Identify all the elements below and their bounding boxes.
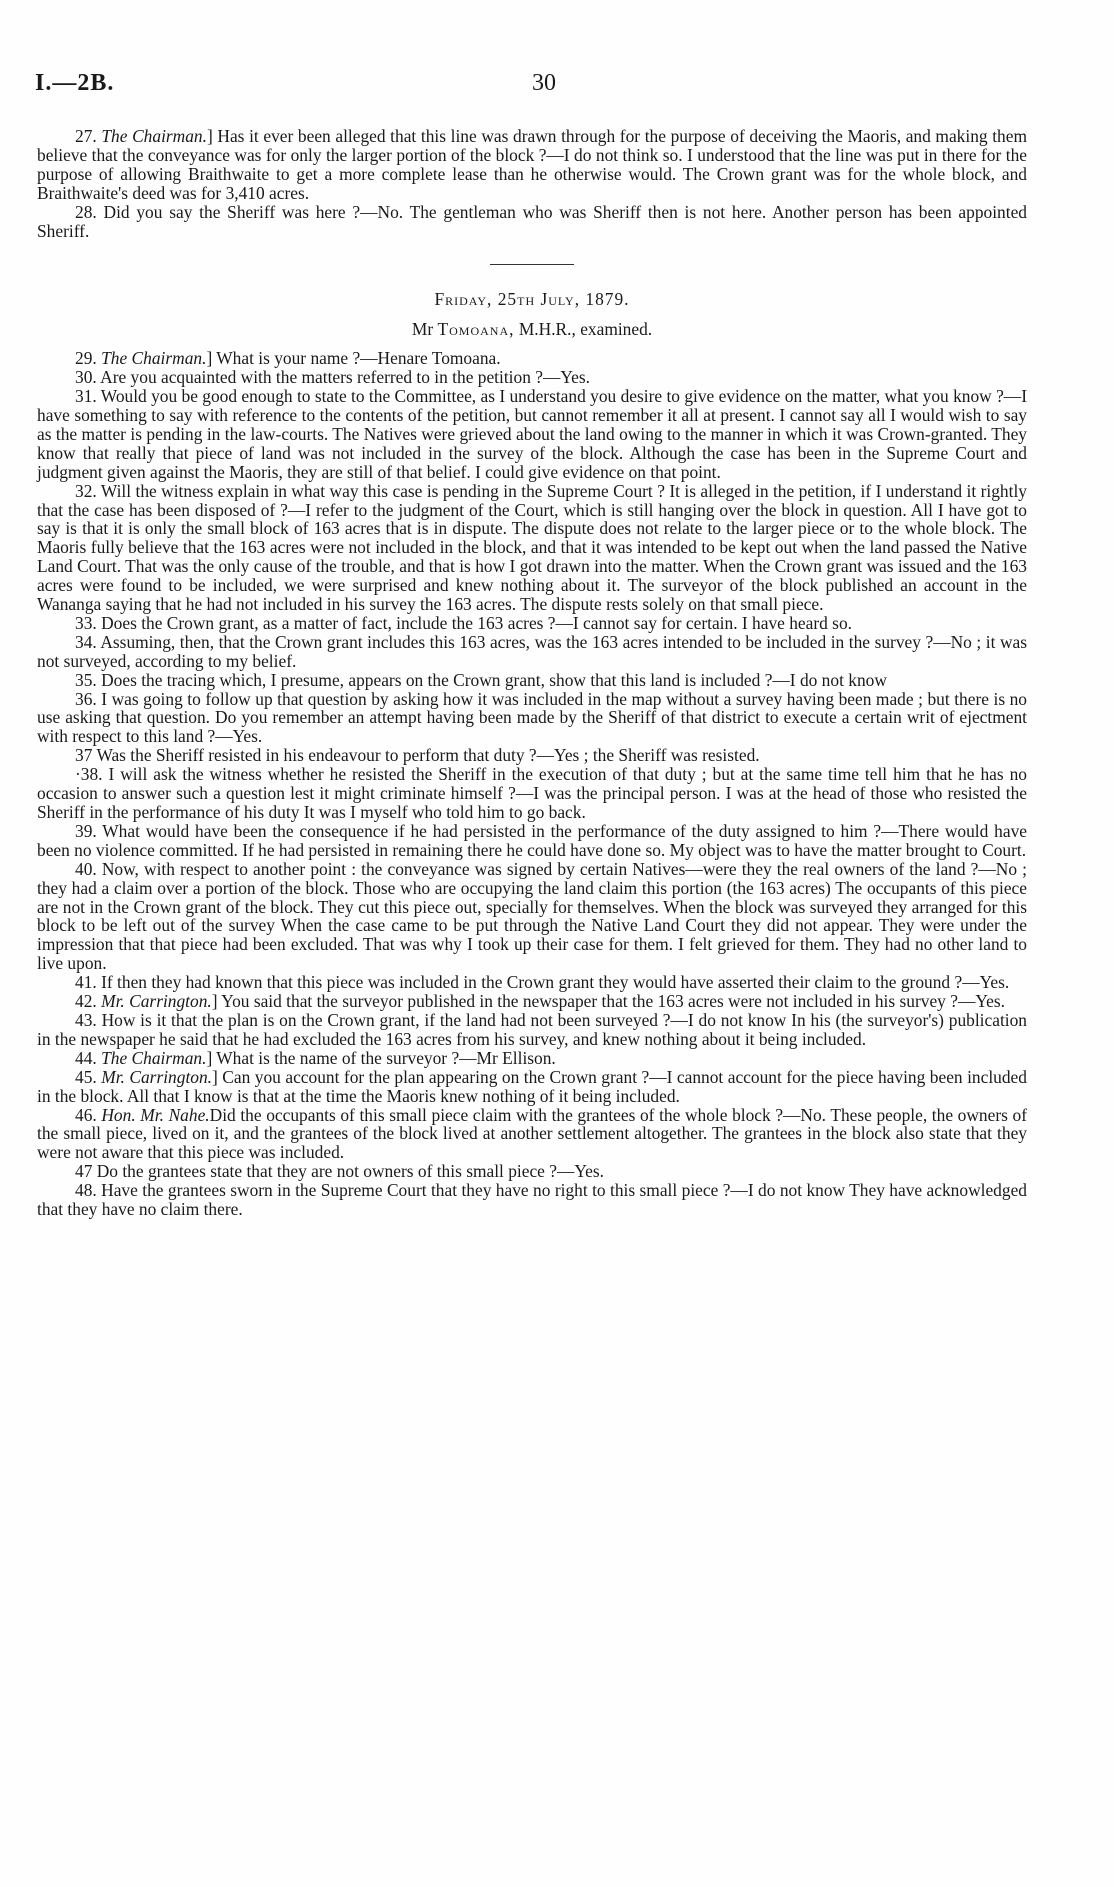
paragraph-group-before	[37, 127, 1027, 240]
question-number: 31.	[75, 386, 97, 407]
paragraph-group-after	[37, 349, 1027, 1219]
question-text: Did you say the Sheriff was here ?—No. The gentleman who was Sheriff then is not here. Another person has been appointed Sheriff.	[37, 201, 1027, 241]
question-number: 43.	[75, 1009, 97, 1030]
question-paragraph	[37, 633, 1027, 671]
question-number: 46.	[75, 1104, 97, 1125]
speaker-name: Hon. Mr. Nahe.	[101, 1104, 210, 1125]
section-divider	[490, 264, 574, 265]
question-text: Assuming, then, that the Crown grant includes this 163 acres, was the 163 acres intended to be included in the survey ?—No ; it was not surveyed, according to my belief.	[37, 631, 1028, 671]
question-number: 30.	[75, 367, 97, 388]
question-paragraph	[37, 765, 1027, 822]
question-paragraph	[37, 690, 1027, 747]
question-paragraph	[37, 368, 1027, 387]
question-number: 29.	[75, 348, 97, 369]
question-text: Was the Sheriff resisted in his endeavour to perform that duty ?—Yes ; the Sheriff was resisted.	[96, 745, 760, 766]
question-paragraph	[37, 992, 1027, 1011]
question-number: 41.	[75, 972, 97, 993]
question-paragraph	[37, 1011, 1027, 1049]
question-paragraph	[37, 1162, 1027, 1181]
question-number: 39.	[75, 820, 97, 841]
question-number: 44.	[75, 1047, 97, 1068]
question-text: Will the witness explain in what way this case is pending in the Supreme Court ? It is alleged in the petition, if I understand it rightly that the case has been disposed of ?—I refer to the judgment of the Court, which is still hanging over the block in question. All I have got to say is that it is only the small block of 163 acres that is in dispute. The dispute does not relate to the larger piece or to the whole block. The Maoris fully believe that the 163 acres were not included in the block, and that it was intended to be kept out when the land passed the Native Land Court. That was the only cause of the trouble, and that is how I got drawn into the matter. When the Crown grant was issued and the 163 acres were found to be included, we were surprised and knew nothing about it. The surveyor of the block published an account in the Wananga saying that he had not included in his survey the 163 acres. The dispute rests solely on that small piece.	[37, 480, 1027, 615]
document-reference: I.—2B.	[35, 70, 115, 96]
question-text: ] You said that the surveyor published in the newspaper that the 163 acres were not included in his survey ?—Yes.	[211, 991, 1005, 1012]
question-paragraph	[37, 1106, 1027, 1163]
question-text: How is it that the plan is on the Crown grant, if the land had not been surveyed ?—I do not know In his (the surveyor's) publication in the newspaper he said that he had excluded the 163 acres from his survey, and knew nothing about it being included.	[37, 1009, 1027, 1049]
question-number: 40.	[75, 858, 97, 879]
question-number: 36.	[75, 688, 97, 709]
question-text: Would you be good enough to state to the Committee, as I understand you desire to give evidence on the matter, what you know ?—I have something to say with reference to the contents of the petition, but cannot remember it all at present. I cannot say all I would wish to say as the matter is pending in the law-courts. The Natives were grieved about the land owing to the manner in which it was Crown-granted. They know that really that piece of land was not included in the survey of the block. Although the case has been in the Supreme Court and judgment given against the Maoris, they are still of that belief. I could give evidence on that point.	[37, 386, 1027, 482]
question-paragraph	[37, 127, 1027, 203]
question-number: 37	[75, 745, 93, 766]
speaker-name: The Chairman.	[101, 126, 207, 146]
speaker-name: The Chairman.	[101, 348, 207, 369]
question-paragraph	[37, 203, 1027, 241]
question-text: If then they had known that this piece was included in the Crown grant they would have asserted their claim to the ground ?—Yes.	[101, 972, 1010, 993]
witness-suffix: M.H.R., examined.	[518, 319, 653, 340]
question-text: Does the Crown grant, as a matter of fact, include the 163 acres ?—I cannot say for certain. I have heard so.	[101, 612, 852, 633]
question-number: 35.	[75, 669, 97, 690]
question-number: 28.	[75, 201, 97, 222]
question-text: Do the grantees state that they are not owners of this small piece ?—Yes.	[96, 1161, 605, 1182]
question-number: 32.	[75, 480, 97, 501]
question-text: What would have been the consequence if he had persisted in the performance of the duty assigned to him ?—There would have been no violence committed. If he had persisted in remaining there he could have done so. My object was to have the matter brought to Court.	[37, 820, 1027, 860]
question-text: Did the occupants of this small piece claim with the grantees of the whole block ?—No. These people, the owners of the small piece, lived on it, and the grantees of the block lived at another settlement altogether. The grantees in the block also state that they were not aware that this piece was included.	[37, 1104, 1027, 1163]
question-paragraph	[37, 482, 1027, 614]
document-body	[37, 127, 1027, 1219]
question-text: Are you acquainted with the matters referred to in the petition ?—Yes.	[100, 367, 590, 388]
question-paragraph	[37, 822, 1027, 860]
question-number: 48.	[75, 1180, 97, 1201]
question-text: ] What is the name of the surveyor ?—Mr Ellison.	[206, 1047, 556, 1068]
question-number: 33.	[75, 612, 97, 633]
question-number: ·38.	[75, 764, 103, 785]
question-number: 47	[75, 1161, 93, 1182]
question-text: Now, with respect to another point : the conveyance was signed by certain Natives—were they the real owners of the land ?—No ; they had a claim over a portion of the block. Those who are occupying the land claim this portion (the 163 acres) The occupants of this piece are not in the Crown grant of the block. They cut this piece out, specially for themselves. When the block was surveyed they arranged for this block to be left out of the survey When the case came to be put through the Native Land Court they did not appear. They were under the impression that that piece had been excluded. That was why I took up their case for them. I felt grieved for them. They had no other land to live upon.	[37, 858, 1027, 974]
question-text: Have the grantees sworn in the Supreme Court that they have no right to this small piece ?—I do not know They have acknowledged that they have no claim there.	[37, 1180, 1027, 1220]
question-text: I will ask the witness whether he resisted the Sheriff in the execution of that duty ; but at the same time tell him that he has no occasion to answer such a question lest it might criminate himself ?—I was the principal person. I was at the head of those who resisted the Sheriff in the performance of his duty It was I myself who told him to go back.	[37, 764, 1027, 822]
question-number: 45.	[75, 1066, 97, 1087]
question-paragraph	[37, 1068, 1027, 1106]
session-date-day: Friday,	[434, 289, 493, 310]
question-text: I was going to follow up that question by asking how it was included in the map without a survey having been made ; but there is no use asking that question. Do you remember an attempt having been made by the Sheriff of that district to execute a certain writ of ejectment with respect to this land ?—Yes.	[37, 688, 1027, 747]
page-number: 30	[532, 70, 556, 96]
question-number: 42.	[75, 991, 97, 1012]
session-date-heading	[37, 290, 1027, 309]
question-paragraph	[37, 349, 1027, 368]
question-paragraph	[37, 387, 1027, 482]
question-number: 34.	[75, 631, 97, 652]
question-paragraph	[37, 614, 1027, 633]
speaker-name: The Chairman.	[101, 1047, 207, 1068]
witness-name: Tomoana,	[437, 319, 515, 340]
question-text: Does the tracing which, I presume, appears on the Crown grant, show that this land is included ?—I do not know	[101, 669, 887, 690]
session-date-rest: 25th July, 1879.	[497, 289, 630, 310]
question-paragraph	[37, 860, 1027, 973]
question-text: ] Has it ever been alleged that this line was drawn through for the purpose of deceiving the Maoris, and making them believe that the conveyance was for only the larger portion of the block ?—I do not think so. I understood that the line was put in there for the purpose of allowing Braithwaite to get a more complete lease than he otherwise would. The Crown grant was for the whole block, and Braithwaite's deed was for 3,410 acres.	[37, 126, 1027, 203]
question-number: 27.	[75, 126, 97, 146]
question-paragraph	[37, 746, 1027, 765]
question-paragraph	[37, 1049, 1027, 1068]
question-paragraph	[37, 671, 1027, 690]
speaker-name: Mr. Carrington.	[101, 1066, 213, 1087]
speaker-name: Mr. Carrington.	[101, 991, 212, 1012]
question-paragraph	[37, 973, 1027, 992]
question-text: ] What is your name ?—Henare Tomoana.	[206, 348, 501, 369]
witness-prefix: Mr	[411, 319, 434, 340]
question-text: ] Can you account for the plan appearing on the Crown grant ?—I cannot account for the piece having been included in the block. All that I know is that at the time the Maoris knew nothing of it being included.	[37, 1066, 1027, 1106]
question-paragraph	[37, 1181, 1027, 1219]
witness-heading	[37, 320, 1027, 339]
